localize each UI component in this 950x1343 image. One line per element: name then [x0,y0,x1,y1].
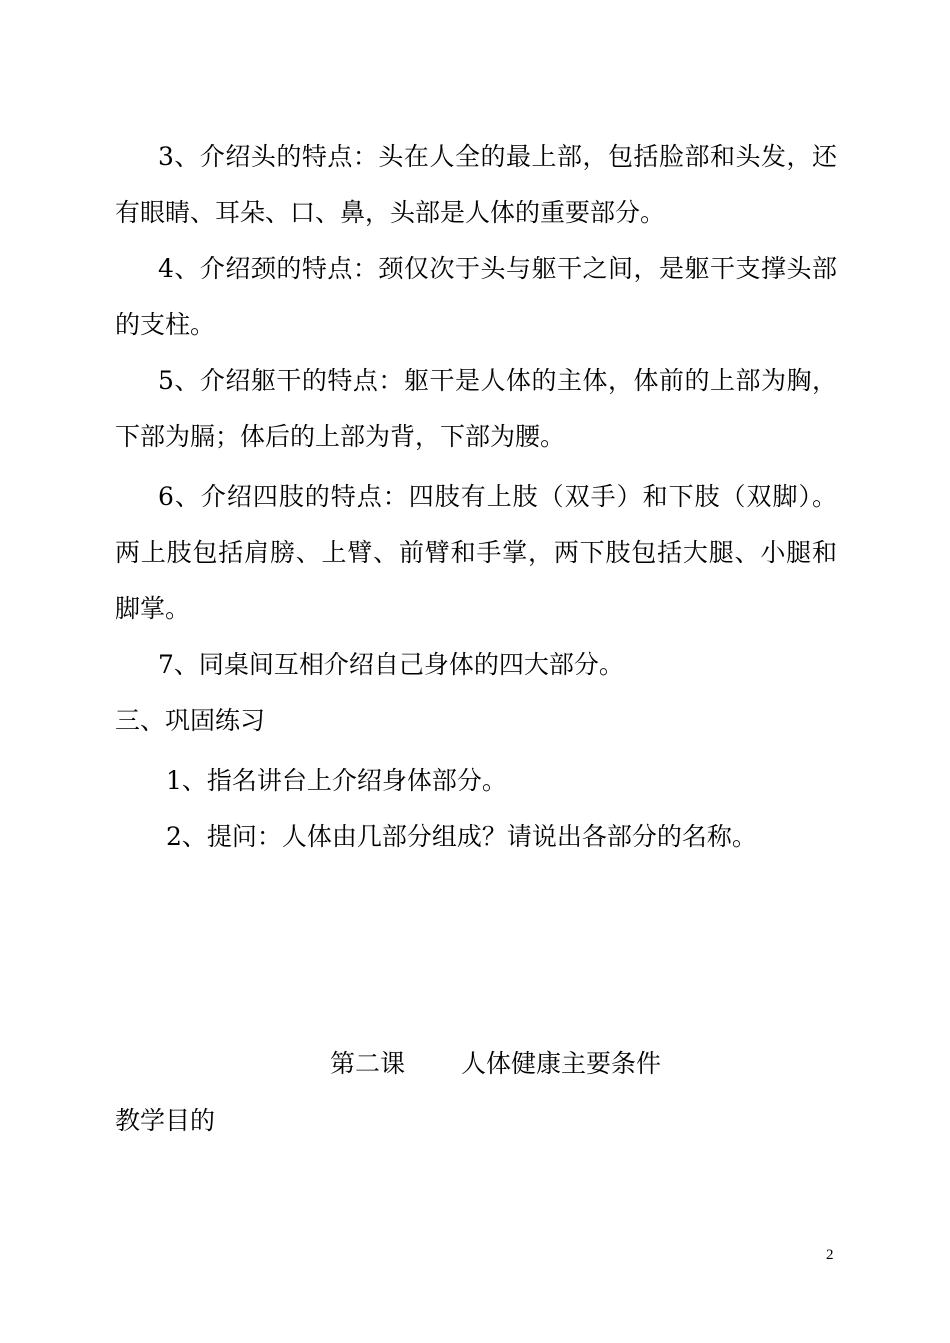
page-number: 2 [826,1247,834,1263]
item-6-line-2: 两上肢包括肩膀、上臂、前臂和手掌，两下肢包括大腿、小腿和 [115,538,837,567]
exercise-2: 2、提问：人体由几部分组成？请说出各部分的名称。 [166,822,757,851]
item-5-line-2: 下部为膈；体后的上部为背，下部为腰。 [115,422,566,451]
item-6-line-1: 6、介绍四肢的特点：四肢有上肢（双手）和下肢（双脚）。 [158,482,837,511]
objective-label: 教学目的 [115,1106,216,1135]
item-4-line-2: 的支柱。 [115,310,216,339]
exercise-1: 1、指名讲台上介绍身体部分。 [166,766,507,795]
lesson-number: 第二课 [330,1049,406,1078]
lesson-title: 人体健康主要条件 [461,1049,662,1078]
lesson-2-heading [330,1049,661,1079]
item-3-line-2: 有眼睛、耳朵、口、鼻，头部是人体的重要部分。 [115,198,666,227]
section-3-heading: 三、巩固练习 [115,706,266,735]
item-3-line-1: 3、介绍头的特点：头在人全的最上部，包括脸部和头发，还 [158,142,837,171]
item-6-line-3: 脚掌。 [115,594,191,623]
item-4-line-1: 4、介绍颈的特点：颈仅次于头与躯干之间，是躯干支撑头部 [158,254,837,283]
item-7-line-1: 7、同桌间互相介绍自己身体的四大部分。 [158,650,624,679]
item-5-line-1: 5、介绍躯干的特点：躯干是人体的主体，体前的上部为胸， [158,366,837,395]
